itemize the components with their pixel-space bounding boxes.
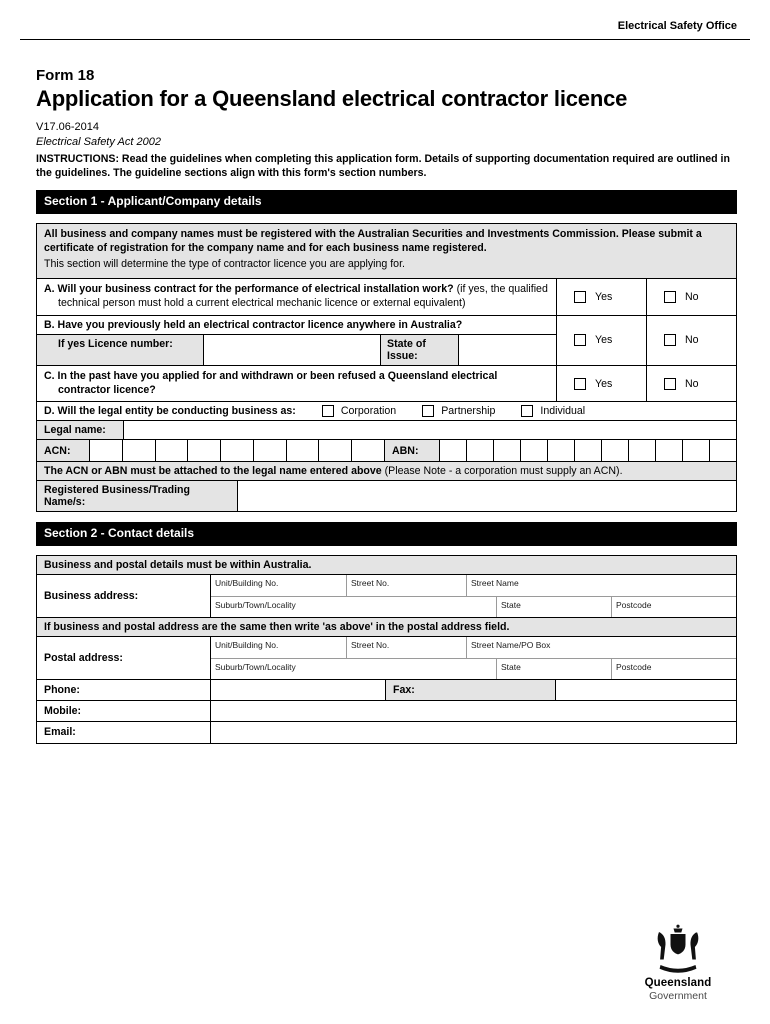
field-caption: Street No. <box>351 640 390 651</box>
postal-postcode-field[interactable] <box>611 659 736 679</box>
abn-digit-box[interactable] <box>440 440 467 461</box>
postal-unit-field[interactable] <box>211 637 346 658</box>
no-label: No <box>685 377 699 390</box>
abn-digit-box[interactable] <box>467 440 494 461</box>
acn-digit-box[interactable] <box>123 440 156 461</box>
question-a-yes-cell <box>556 279 646 315</box>
field-caption: State <box>501 600 521 611</box>
abn-digit-box[interactable] <box>548 440 575 461</box>
acn-digit-box[interactable] <box>287 440 320 461</box>
postal-suburb-field[interactable] <box>211 659 496 679</box>
act-reference: Electrical Safety Act 2002 <box>36 136 161 148</box>
abn-digit-box[interactable] <box>521 440 548 461</box>
legal-name-input[interactable] <box>124 421 736 439</box>
business-address-line1 <box>211 575 736 596</box>
business-street-no-field[interactable] <box>346 575 466 596</box>
question-a-no-checkbox[interactable] <box>664 291 676 303</box>
business-address-fields <box>211 575 736 617</box>
abn-digit-box[interactable] <box>629 440 656 461</box>
form-version: V17.06-2014 <box>36 121 99 133</box>
individual-label: Individual <box>540 405 586 418</box>
section1-intro-row <box>37 224 736 279</box>
abn-digit-box[interactable] <box>710 440 736 461</box>
question-a-yes-checkbox[interactable] <box>574 291 586 303</box>
acn-digit-box[interactable] <box>319 440 352 461</box>
email-row <box>37 722 736 743</box>
question-b-row <box>37 316 736 366</box>
logo-text-queensland: Queensland <box>644 977 712 989</box>
postal-address-row <box>37 637 736 680</box>
section2-table <box>36 555 737 744</box>
individual-checkbox[interactable] <box>521 405 533 417</box>
yes-label: Yes <box>595 334 613 347</box>
question-b-yes-cell <box>556 316 646 365</box>
field-caption: Unit/Building No. <box>215 640 279 651</box>
field-caption: Postcode <box>616 600 652 611</box>
yes-label: Yes <box>595 291 613 304</box>
licence-number-input[interactable] <box>203 335 381 365</box>
same-address-note-row <box>37 618 736 637</box>
business-postcode-field[interactable] <box>611 597 736 617</box>
no-label: No <box>685 291 699 304</box>
business-address-label: Business address: <box>37 575 211 617</box>
postal-street-no-field[interactable] <box>346 637 466 658</box>
entity-option-individual <box>521 405 585 417</box>
fax-input[interactable] <box>556 680 736 700</box>
postal-address-label: Postal address: <box>37 637 211 679</box>
acn-digit-box[interactable] <box>221 440 254 461</box>
acn-digit-boxes <box>90 440 385 461</box>
abn-digit-box[interactable] <box>656 440 683 461</box>
business-address-line2 <box>211 596 736 617</box>
mobile-input[interactable] <box>211 701 736 721</box>
section2-header-bar: Section 2 - Contact details <box>36 522 737 546</box>
mobile-label: Mobile: <box>37 701 211 721</box>
question-c-no-cell <box>646 366 736 402</box>
business-street-name-field[interactable] <box>466 575 736 596</box>
instructions-text: INSTRUCTIONS: Read the guidelines when completing this application form. Details of supporting documentation required are outlined in the guidelines. The guideline sections align with this form's section numbers. <box>36 153 730 179</box>
corporation-checkbox[interactable] <box>322 405 334 417</box>
entity-option-corporation <box>322 405 396 417</box>
section1-header-bar: Section 1 - Applicant/Company details <box>36 190 737 214</box>
question-b-no-cell <box>646 316 736 365</box>
phone-row <box>37 680 736 701</box>
question-a-bold: A. Will your business contract for the performance of electrical installation work? <box>44 283 454 296</box>
question-a-no-cell <box>646 279 736 315</box>
acn-note-bold: The ACN or ABN must be attached to the legal name entered above <box>44 465 382 478</box>
email-label: Email: <box>37 722 211 743</box>
licence-number-label: If yes Licence number: <box>58 337 173 350</box>
section1-table <box>36 223 737 512</box>
email-input[interactable] <box>211 722 736 743</box>
yes-label: Yes <box>595 377 613 390</box>
question-d-row <box>37 402 736 421</box>
abn-digit-box[interactable] <box>494 440 521 461</box>
business-state-field[interactable] <box>496 597 611 617</box>
question-a-text <box>37 279 556 315</box>
abn-label: ABN: <box>385 440 440 461</box>
question-a-normal: (if yes, the qualified technical person must hold a current electrical mechanic licence or external equivalent) <box>58 283 548 310</box>
field-caption: Suburb/Town/Locality <box>215 600 296 611</box>
phone-label: Phone: <box>37 680 211 700</box>
abn-digit-box[interactable] <box>575 440 602 461</box>
registered-name-row <box>37 481 736 511</box>
postal-state-field[interactable] <box>496 659 611 679</box>
same-address-note: If business and postal address are the same then write 'as above' in the postal address field. <box>44 621 510 634</box>
business-unit-field[interactable] <box>211 575 346 596</box>
question-c-text: C. In the past have you applied for and withdrawn or been refused a Queensland electrical contractor licence? <box>44 369 498 396</box>
question-c-yes-cell <box>556 366 646 402</box>
postal-address-line1 <box>211 637 736 658</box>
acn-note-normal: (Please Note - a corporation must supply an ACN). <box>381 465 623 478</box>
fax-label: Fax: <box>386 680 556 700</box>
question-b-no-checkbox[interactable] <box>664 334 676 346</box>
acn-digit-box[interactable] <box>254 440 287 461</box>
postal-address-line2 <box>211 658 736 679</box>
corporation-label: Corporation <box>340 405 397 418</box>
field-caption: State <box>501 662 521 673</box>
intro-text: This section will determine the type of contractor licence you are applying for. <box>44 257 405 270</box>
entity-option-partnership <box>422 405 495 417</box>
question-c-no-checkbox[interactable] <box>664 378 676 390</box>
registered-name-label: Registered Business/Trading Name/s: <box>37 481 238 511</box>
question-b-left <box>37 316 556 365</box>
legal-name-label: Legal name: <box>37 421 124 439</box>
acn-digit-box[interactable] <box>352 440 384 461</box>
queensland-government-crest-icon <box>650 924 706 974</box>
abn-digit-box[interactable] <box>683 440 710 461</box>
acn-digit-box[interactable] <box>188 440 221 461</box>
abn-digit-boxes <box>440 440 736 461</box>
question-a-row <box>37 279 736 316</box>
acn-digit-box[interactable] <box>90 440 123 461</box>
field-caption: Suburb/Town/Locality <box>215 662 296 673</box>
business-suburb-field[interactable] <box>211 597 496 617</box>
header-bar <box>20 14 750 40</box>
field-caption: Street Name/PO Box <box>471 640 551 651</box>
intro-text-bold: All business and company names must be registered with the Australian Securities and Investments Commission. Please submit a certificate of registration for the company name and for each business name registered. <box>44 228 702 254</box>
question-b-yes-checkbox[interactable] <box>574 334 586 346</box>
acn-digit-box[interactable] <box>156 440 189 461</box>
question-b-text: B. Have you previously held an electrical contractor licence anywhere in Australia? <box>44 318 463 331</box>
field-caption: Street Name <box>471 578 519 589</box>
legal-name-row <box>37 421 736 440</box>
field-caption: Postcode <box>616 662 652 673</box>
queensland-government-logo <box>639 924 717 1002</box>
postal-street-name-field[interactable] <box>466 637 736 658</box>
question-b-subrow <box>37 334 556 365</box>
no-label: No <box>685 334 699 347</box>
abn-digit-box[interactable] <box>602 440 629 461</box>
section2-intro-text: Business and postal details must be within Australia. <box>44 559 312 572</box>
partnership-label: Partnership <box>441 405 496 418</box>
page-title: Application for a Queensland electrical contractor licence <box>36 86 628 111</box>
acn-abn-row <box>37 440 736 462</box>
question-c-row <box>37 366 736 403</box>
question-d-text: D. Will the legal entity be conducting business as: <box>44 405 296 418</box>
field-caption: Street No. <box>351 578 390 589</box>
business-address-row <box>37 575 736 618</box>
state-of-issue-label: State of Issue: <box>387 337 426 362</box>
partnership-checkbox[interactable] <box>422 405 434 417</box>
field-caption: Unit/Building No. <box>215 578 279 589</box>
office-name: Electrical Safety Office <box>617 20 737 32</box>
section2-intro-row <box>37 556 736 575</box>
postal-address-fields <box>211 637 736 679</box>
logo-text-government: Government <box>649 990 707 1002</box>
registered-name-input[interactable] <box>238 481 736 511</box>
state-of-issue-input[interactable] <box>458 335 556 365</box>
mobile-row <box>37 701 736 722</box>
phone-input[interactable] <box>211 680 386 700</box>
question-c-yes-checkbox[interactable] <box>574 378 586 390</box>
acn-note-row <box>37 462 736 481</box>
acn-label: ACN: <box>37 440 90 461</box>
form-number: Form 18 <box>36 67 95 84</box>
